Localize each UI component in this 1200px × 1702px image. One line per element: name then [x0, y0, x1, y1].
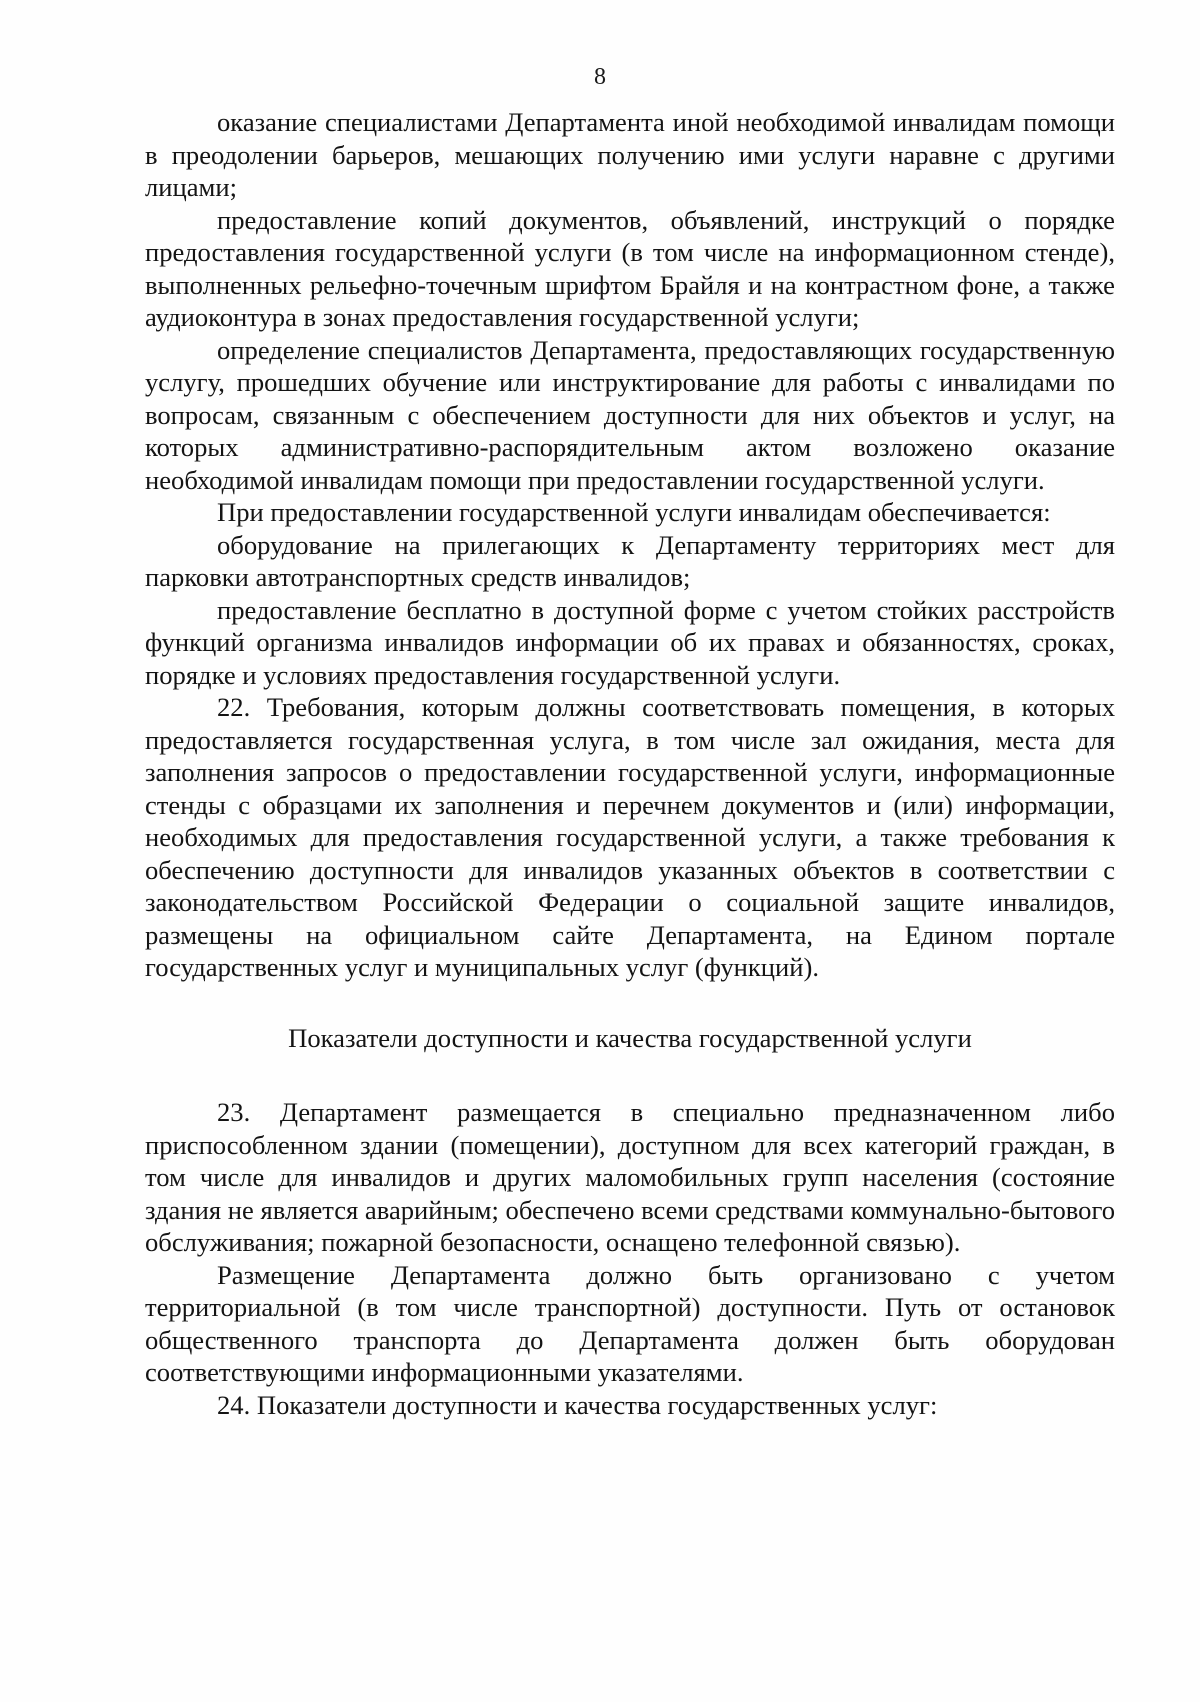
- section-heading: Показатели доступности и качества государственной услуги: [288, 1022, 972, 1053]
- paragraph: определение специалистов Департамента, предоставляющих государственную услугу, прошедших обучение или инструктирование для работы с инвалидами по вопросам, связанным с обеспечением доступности для них объектов и услуг, на которых административно-распорядительным актом возложено оказание необходимой инвалидам помощи при предоставлении государственной услуги.: [145, 334, 1115, 495]
- paragraph: 24. Показатели доступности и качества государственных услуг:: [217, 1389, 938, 1420]
- paragraph: Размещение Департамента должно быть организовано с учетом территориальной (в том числе транспортной) доступности. Путь от остановок общественного транспорта до Департамента должен быть оборудован соответствующими информационными указателями.: [145, 1259, 1115, 1387]
- document-body: [145, 106, 1115, 1421]
- paragraph: 22. Требования, которым должны соответствовать помещения, в которых предоставляется государственная услуга, в том числе зал ожидания, места для заполнения запросов о предоставлении государственной услуги, информационные стенды с образцами их заполнения и перечнем документов и (или) информации, необходимых для предоставления государственной услуги, а также требования к обеспечению доступности для инвалидов указанных объектов в соответствии с законодательством Российской Федерации о социальной защите инвалидов, размещены на официальном сайте Департамента, на Едином портале государственных услуг и муниципальных услуг (функций).: [145, 692, 1115, 982]
- paragraph: предоставление бесплатно в доступной форме с учетом стойких расстройств функций организма инвалидов информации об их правах и обязанностях, сроках, порядке и условиях предоставления государственной услуги.: [145, 594, 1115, 690]
- paragraph: предоставление копий документов, объявлений, инструкций о порядке предоставления государственной услуги (в том числе на информационном стенде), выполненных рельефно-точечным шрифтом Брайля и на контрастном фоне, а также аудиоконтура в зонах предоставления государственной услуги;: [145, 204, 1115, 332]
- page-number: 8: [594, 64, 606, 90]
- paragraph: оказание специалистами Департамента иной необходимой инвалидам помощи в преодолении барьеров, мешающих получению ими услуги наравне с другими лицами;: [145, 107, 1115, 202]
- paragraph: 23. Департамент размещается в специально предназначенном либо приспособленном здании (помещении), доступном для всех категорий граждан, в том числе для инвалидов и других маломобильных групп населения (состояние здания не является аварийным; обеспечено всеми средствами коммунально-бытового обслуживания; пожарной безопасности, оснащено телефонной связью).: [145, 1097, 1115, 1257]
- paragraph: При предоставлении государственной услуги инвалидам обеспечивается:: [217, 497, 1051, 527]
- paragraph: оборудование на прилегающих к Департаменту территориях мест для парковки автотранспортных средств инвалидов;: [145, 529, 1115, 592]
